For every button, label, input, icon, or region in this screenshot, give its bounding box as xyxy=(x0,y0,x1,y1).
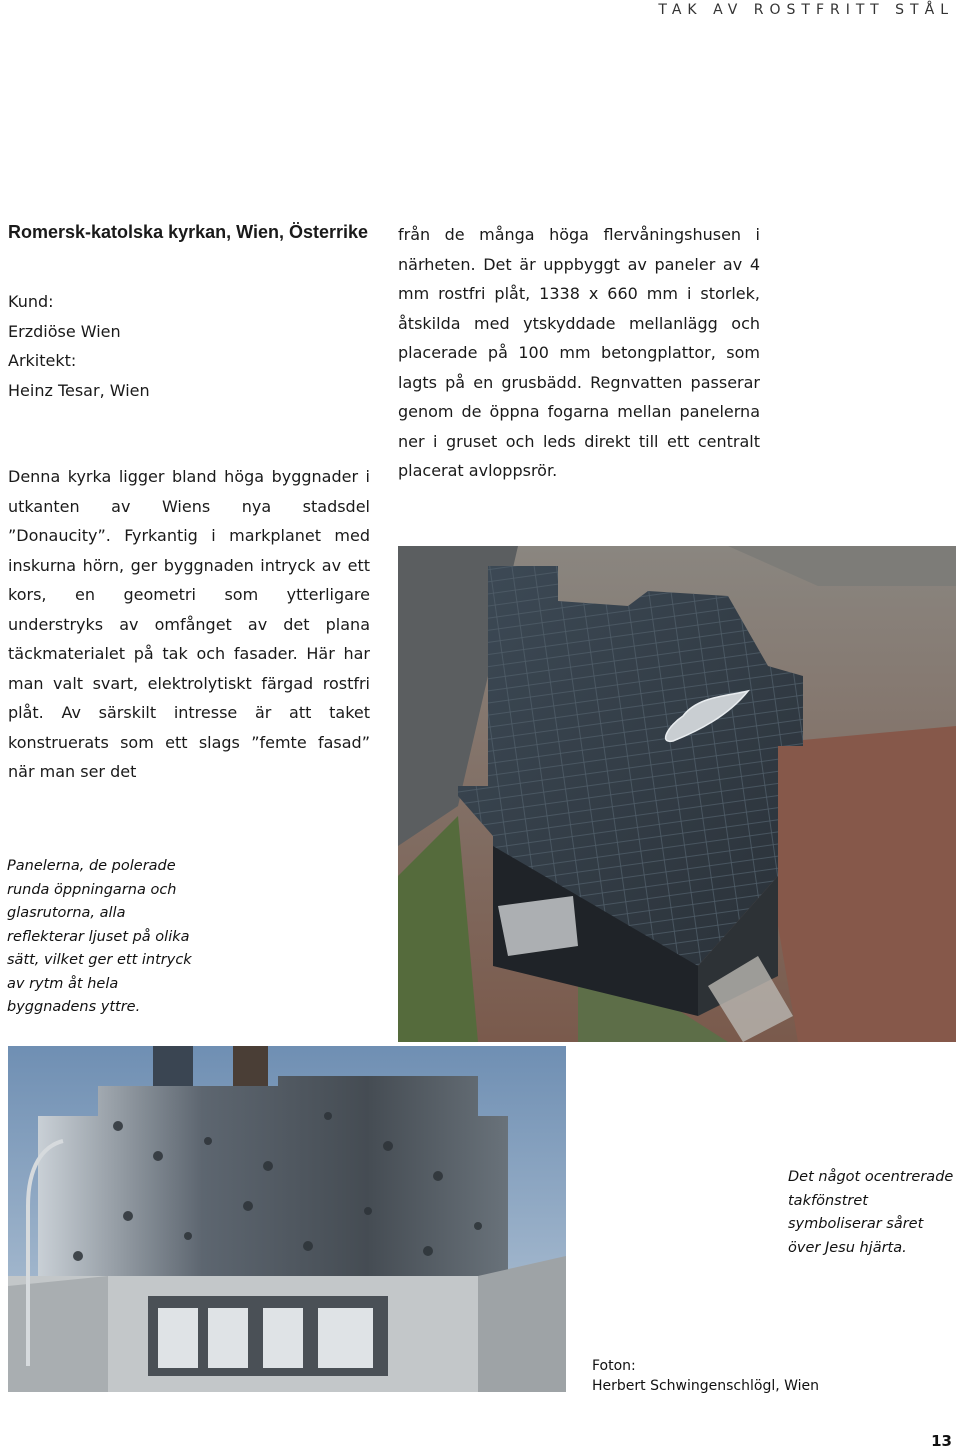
photo-credit-name: Herbert Schwingenschlögl, Wien xyxy=(592,1378,820,1394)
facade-photo xyxy=(8,1046,566,1392)
aerial-roof-photo xyxy=(398,546,956,1042)
body-text-right: från de många höga flervåningshusen i närheten. Det är uppbyggt av paneler av 4 mm rostfri plåt, 1338 x 660 mm i storlek, åtskilda med ytskyddade mellanlägg och placerade på 100 mm betongplattor, som lagts på en grusbädd. Regnvatten passerar genom de öppna fogarna mellan panelerna ner i gruset och leds direkt till ett centralt placerat avloppsrör. xyxy=(398,225,760,480)
caption-roof-window: Det något ocentrerade takfönstret symboliserar såret över Jesu hjärta. xyxy=(788,1169,954,1256)
project-credits xyxy=(8,287,370,405)
running-head: TAK AV ROSTFRITT STÅL xyxy=(658,2,954,18)
article-title: Romersk-katolska kyrkan, Wien, Österrike xyxy=(8,222,369,242)
photo-credit xyxy=(592,1356,819,1396)
architect-name: Heinz Tesar, Wien xyxy=(8,380,150,400)
client-label: Kund: xyxy=(8,292,54,311)
left-column xyxy=(8,222,370,787)
photo-credit-label: Foton: xyxy=(592,1358,636,1374)
architect-label: Arkitekt: xyxy=(8,351,77,370)
right-column xyxy=(398,220,760,486)
caption-facade: Panelerna, de polerade runda öppningarna och glasrutorna, alla reflekterar ljuset på olika sätt, vilket ger ett intryck av rytm åt hela byggnadens yttre. xyxy=(7,858,192,1015)
client-name: Erzdiöse Wien xyxy=(8,321,121,341)
page-number: 13 xyxy=(931,1432,952,1450)
body-text-left: Denna kyrka ligger bland höga byggnader i utkanten av Wiens nya stadsdel ”Donaucity”. Fyrkantig i markplanet med inskurna hörn, ger byggnaden intryck av ett kors, en geometri som ytterligare understryks av omfånget av det plana täckmaterialet på tak och fasader. Här har man valt svart, elektrolytiskt färgad rostfri plåt. Av särskilt intresse är att taket konstruerats som ett slags ”femte fasad” när man ser det xyxy=(8,467,370,781)
